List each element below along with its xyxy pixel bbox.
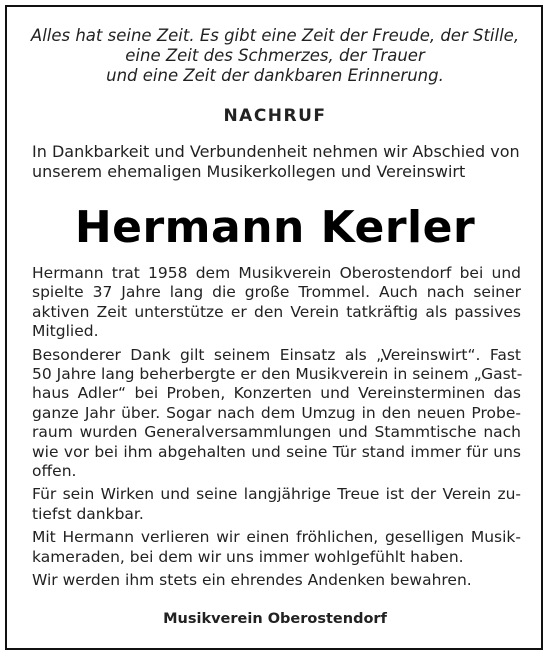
body-line: Wir werden ihm stets ein ehrendes Andenken bewahren. xyxy=(32,571,472,590)
obituary-body xyxy=(32,264,521,595)
signature: Musikverein Oberostendorf xyxy=(163,611,387,627)
obituary-heading: NACHRUF xyxy=(223,106,327,126)
body-line: offen. xyxy=(32,462,77,481)
opening-quote xyxy=(0,26,550,86)
body-line: ganze Jahr über. Sogar nach dem Umzug in den neuen Probe- xyxy=(32,403,521,422)
quote-line: eine Zeit des Schmerzes, der Trauer xyxy=(125,46,425,65)
intro-line: unserem ehemaligen Musikerkollegen und Vereinswirt xyxy=(32,162,466,181)
quote-line: Alles hat seine Zeit. Es gibt eine Zeit der Freude, der Stille, xyxy=(30,26,520,45)
body-line: raum wurden Generalversammlungen und Stammtische nach xyxy=(32,423,521,442)
body-line: tiefst dankbar. xyxy=(32,504,144,523)
body-line: Mit Hermann verlieren wir einen fröhlichen, geselligen Musik- xyxy=(32,528,521,547)
paragraph xyxy=(32,571,521,590)
paragraph xyxy=(32,346,521,482)
body-line: Mitglied. xyxy=(32,322,99,341)
body-line: Für sein Wirken und seine langjährige Treue ist der Verein zu- xyxy=(32,485,521,504)
body-line: 50 Jahre lang beherbergte er den Musikverein in seinem „Gast- xyxy=(32,365,523,384)
body-line: spielte 37 Jahre lang die große Trommel. Auch nach seiner xyxy=(32,283,521,302)
body-line: kameraden, bei dem wir uns immer wohlgefühlt haben. xyxy=(32,547,464,566)
deceased-name: Hermann Kerler xyxy=(74,202,476,253)
intro-text xyxy=(32,142,522,182)
body-line: wie vor bei ihm abgehalten und seine Tür stand immer für uns xyxy=(32,442,521,461)
paragraph xyxy=(32,264,521,342)
intro-line: In Dankbarkeit und Verbundenheit nehmen wir Abschied von xyxy=(32,142,520,161)
body-line: Besonderer Dank gilt seinem Einsatz als „Vereinswirt“. Fast xyxy=(32,345,521,364)
body-line: Hermann trat 1958 dem Musikverein Oberostendorf bei und xyxy=(32,264,521,282)
body-line: haus Adler“ bei Proben, Konzerten und Vereinsterminen das xyxy=(32,384,521,403)
body-line: aktiven Zeit unterstütze er den Verein tatkräftig als passives xyxy=(32,302,521,321)
paragraph xyxy=(32,528,521,567)
quote-line: und eine Zeit der dankbaren Erinnerung. xyxy=(106,66,444,85)
paragraph xyxy=(32,485,521,524)
